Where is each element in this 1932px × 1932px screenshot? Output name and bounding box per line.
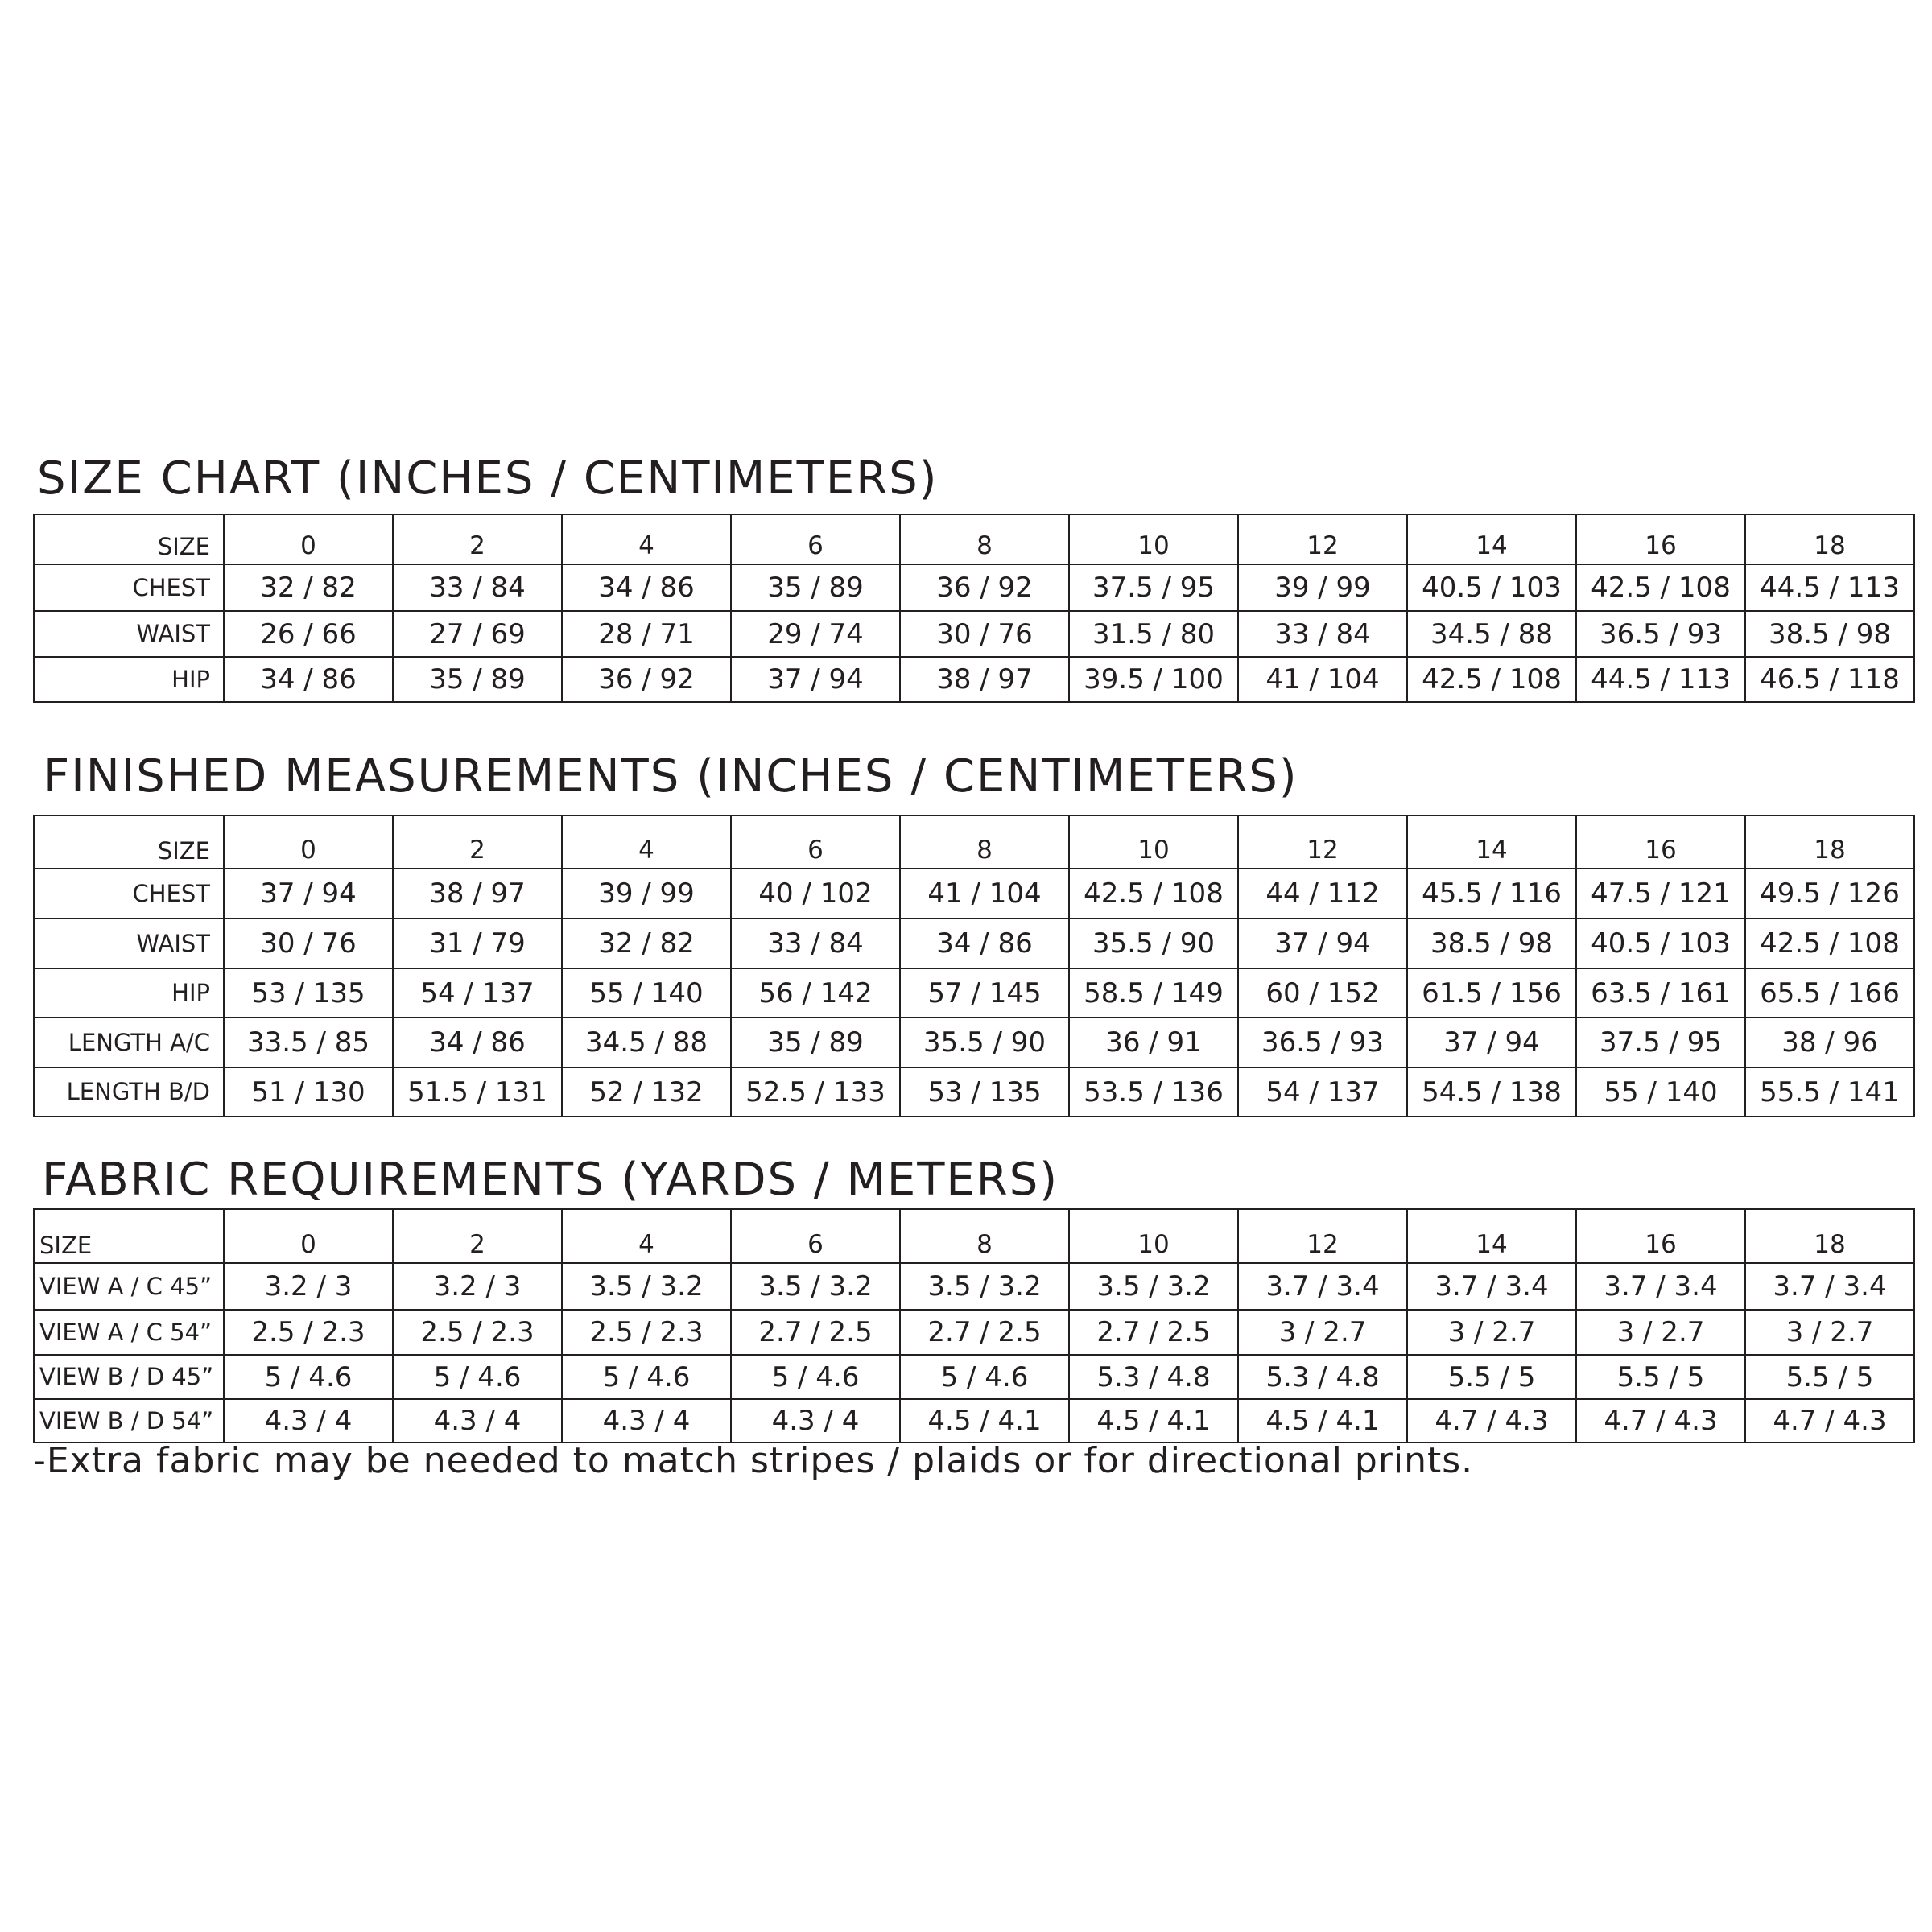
table-cell: 54 / 137 — [393, 968, 562, 1018]
table-cell: 47.5 / 121 — [1576, 869, 1745, 919]
table-cell: 57 / 145 — [900, 968, 1069, 1018]
size-chart-title: SIZE CHART (INCHES / CENTIMETERS) — [37, 452, 939, 505]
size-header-cell: 14 — [1407, 514, 1576, 564]
table-cell: 42.5 / 108 — [1069, 869, 1238, 919]
table-cell: 3.5 / 3.2 — [900, 1263, 1069, 1310]
table-cell: 5.5 / 5 — [1407, 1355, 1576, 1399]
size-header-cell: 4 — [562, 1209, 731, 1263]
size-header-cell: 4 — [562, 514, 731, 564]
table-cell: 52 / 132 — [562, 1067, 731, 1117]
table-cell: 56 / 142 — [731, 968, 900, 1018]
size-header-cell: 8 — [900, 815, 1069, 869]
table-cell: 2.7 / 2.5 — [900, 1310, 1069, 1355]
table-cell: 37.5 / 95 — [1069, 564, 1238, 611]
table-cell: 38 / 96 — [1745, 1018, 1914, 1067]
table-cell: 44 / 112 — [1238, 869, 1407, 919]
table-cell: 28 / 71 — [562, 611, 731, 657]
table-row — [34, 869, 1914, 919]
header-row — [34, 815, 1914, 869]
row-label-view-a-c-54: VIEW A / C 54” — [34, 1310, 224, 1355]
table-cell: 45.5 / 116 — [1407, 869, 1576, 919]
table-cell: 5 / 4.6 — [900, 1355, 1069, 1399]
table-cell: 63.5 / 161 — [1576, 968, 1745, 1018]
table-row — [34, 564, 1914, 611]
table-cell: 51 / 130 — [224, 1067, 393, 1117]
table-cell: 54 / 137 — [1238, 1067, 1407, 1117]
table-cell: 2.5 / 2.3 — [562, 1310, 731, 1355]
table-cell: 35.5 / 90 — [1069, 919, 1238, 968]
table-cell: 4.7 / 4.3 — [1576, 1399, 1745, 1443]
row-label-chest: CHEST — [34, 869, 224, 919]
table-cell: 4.5 / 4.1 — [1238, 1399, 1407, 1443]
size-header-cell: 14 — [1407, 815, 1576, 869]
table-row — [34, 1067, 1914, 1117]
table-cell: 31.5 / 80 — [1069, 611, 1238, 657]
fabric-requirements-table — [33, 1208, 1915, 1443]
table-cell: 61.5 / 156 — [1407, 968, 1576, 1018]
table-cell: 3 / 2.7 — [1238, 1310, 1407, 1355]
table-cell: 2.5 / 2.3 — [224, 1310, 393, 1355]
table-cell: 3.5 / 3.2 — [562, 1263, 731, 1310]
table-cell: 3.5 / 3.2 — [731, 1263, 900, 1310]
table-cell: 4.3 / 4 — [731, 1399, 900, 1443]
table-cell: 2.5 / 2.3 — [393, 1310, 562, 1355]
table-cell: 2.7 / 2.5 — [731, 1310, 900, 1355]
table-cell: 36 / 92 — [900, 564, 1069, 611]
table-cell: 37 / 94 — [224, 869, 393, 919]
table-cell: 30 / 76 — [224, 919, 393, 968]
table-row — [34, 919, 1914, 968]
size-header-cell: 12 — [1238, 815, 1407, 869]
table-cell: 33 / 84 — [1238, 611, 1407, 657]
size-header-cell: 8 — [900, 514, 1069, 564]
table-cell: 36 / 92 — [562, 657, 731, 702]
table-row — [34, 657, 1914, 702]
table-cell: 3.5 / 3.2 — [1069, 1263, 1238, 1310]
row-label-chest: CHEST — [34, 564, 224, 611]
size-header-cell: 10 — [1069, 1209, 1238, 1263]
table-cell: 55 / 140 — [1576, 1067, 1745, 1117]
table-cell: 37 / 94 — [1407, 1018, 1576, 1067]
table-cell: 4.7 / 4.3 — [1745, 1399, 1914, 1443]
table-cell: 3.2 / 3 — [224, 1263, 393, 1310]
table-cell: 35.5 / 90 — [900, 1018, 1069, 1067]
size-header-label: SIZE — [34, 815, 224, 869]
header-row — [34, 514, 1914, 564]
size-header-cell: 10 — [1069, 815, 1238, 869]
table-cell: 41 / 104 — [900, 869, 1069, 919]
size-header-cell: 2 — [393, 815, 562, 869]
table-cell: 39 / 99 — [1238, 564, 1407, 611]
table-cell: 33 / 84 — [731, 919, 900, 968]
table-cell: 5.5 / 5 — [1576, 1355, 1745, 1399]
size-header-cell: 16 — [1576, 815, 1745, 869]
size-header-cell: 2 — [393, 514, 562, 564]
table-cell: 58.5 / 149 — [1069, 968, 1238, 1018]
finished-measurements-title: FINISHED MEASUREMENTS (INCHES / CENTIMETERS) — [43, 750, 1298, 803]
table-cell: 38 / 97 — [900, 657, 1069, 702]
table-cell: 3.7 / 3.4 — [1238, 1263, 1407, 1310]
table-cell: 34 / 86 — [224, 657, 393, 702]
table-cell: 30 / 76 — [900, 611, 1069, 657]
table-cell: 54.5 / 138 — [1407, 1067, 1576, 1117]
table-cell: 65.5 / 166 — [1745, 968, 1914, 1018]
table-cell: 4.3 / 4 — [224, 1399, 393, 1443]
table-row — [34, 1263, 1914, 1310]
table-cell: 34.5 / 88 — [562, 1018, 731, 1067]
table-cell: 35 / 89 — [731, 564, 900, 611]
table-cell: 34 / 86 — [562, 564, 731, 611]
table-cell: 38.5 / 98 — [1407, 919, 1576, 968]
table-cell: 5 / 4.6 — [731, 1355, 900, 1399]
size-header-cell: 18 — [1745, 815, 1914, 869]
table-cell: 35 / 89 — [393, 657, 562, 702]
table-cell: 36.5 / 93 — [1238, 1018, 1407, 1067]
row-label-view-b-d-45: VIEW B / D 45” — [34, 1355, 224, 1399]
row-label-waist: WAIST — [34, 611, 224, 657]
table-row — [34, 968, 1914, 1018]
table-cell: 36 / 91 — [1069, 1018, 1238, 1067]
row-label-waist: WAIST — [34, 919, 224, 968]
table-cell: 55.5 / 141 — [1745, 1067, 1914, 1117]
table-cell: 60 / 152 — [1238, 968, 1407, 1018]
size-header-cell: 16 — [1576, 1209, 1745, 1263]
table-cell: 51.5 / 131 — [393, 1067, 562, 1117]
fabric-requirements-title: FABRIC REQUIREMENTS (YARDS / METERS) — [42, 1154, 1059, 1206]
table-cell: 53.5 / 136 — [1069, 1067, 1238, 1117]
table-cell: 29 / 74 — [731, 611, 900, 657]
size-header-cell: 8 — [900, 1209, 1069, 1263]
table-cell: 4.3 / 4 — [393, 1399, 562, 1443]
table-cell: 37.5 / 95 — [1576, 1018, 1745, 1067]
table-cell: 31 / 79 — [393, 919, 562, 968]
row-label-length-a-c: LENGTH A/C — [34, 1018, 224, 1067]
size-header-cell: 10 — [1069, 514, 1238, 564]
row-label-view-b-d-54: VIEW B / D 54” — [34, 1399, 224, 1443]
size-header-cell: 2 — [393, 1209, 562, 1263]
size-header-cell: 0 — [224, 514, 393, 564]
table-cell: 37 / 94 — [731, 657, 900, 702]
size-header-cell: 6 — [731, 514, 900, 564]
row-label-view-a-c-45: VIEW A / C 45” — [34, 1263, 224, 1310]
table-cell: 44.5 / 113 — [1576, 657, 1745, 702]
table-cell: 27 / 69 — [393, 611, 562, 657]
table-cell: 5.3 / 4.8 — [1069, 1355, 1238, 1399]
row-label-hip: HIP — [34, 968, 224, 1018]
table-cell: 38 / 97 — [393, 869, 562, 919]
table-cell: 39.5 / 100 — [1069, 657, 1238, 702]
table-cell: 40 / 102 — [731, 869, 900, 919]
table-cell: 4.3 / 4 — [562, 1399, 731, 1443]
fabric-footnote: -Extra fabric may be needed to match stripes / plaids or for directional prints. — [33, 1440, 1474, 1481]
table-cell: 2.7 / 2.5 — [1069, 1310, 1238, 1355]
table-cell: 3 / 2.7 — [1407, 1310, 1576, 1355]
table-row — [34, 1310, 1914, 1355]
table-cell: 39 / 99 — [562, 869, 731, 919]
table-cell: 4.5 / 4.1 — [900, 1399, 1069, 1443]
row-label-hip: HIP — [34, 657, 224, 702]
table-row — [34, 1399, 1914, 1443]
table-cell: 5.3 / 4.8 — [1238, 1355, 1407, 1399]
size-header-cell: 6 — [731, 1209, 900, 1263]
table-cell: 4.5 / 4.1 — [1069, 1399, 1238, 1443]
table-cell: 37 / 94 — [1238, 919, 1407, 968]
table-cell: 5 / 4.6 — [562, 1355, 731, 1399]
size-header-cell: 12 — [1238, 514, 1407, 564]
table-cell: 5.5 / 5 — [1745, 1355, 1914, 1399]
table-cell: 42.5 / 108 — [1407, 657, 1576, 702]
table-cell: 55 / 140 — [562, 968, 731, 1018]
table-row — [34, 611, 1914, 657]
table-cell: 53 / 135 — [900, 1067, 1069, 1117]
table-cell: 32 / 82 — [562, 919, 731, 968]
table-cell: 3.7 / 3.4 — [1576, 1263, 1745, 1310]
table-cell: 42.5 / 108 — [1576, 564, 1745, 611]
table-cell: 35 / 89 — [731, 1018, 900, 1067]
table-cell: 46.5 / 118 — [1745, 657, 1914, 702]
table-cell: 3.7 / 3.4 — [1407, 1263, 1576, 1310]
table-cell: 49.5 / 126 — [1745, 869, 1914, 919]
row-label-length-b-d: LENGTH B/D — [34, 1067, 224, 1117]
table-cell: 5 / 4.6 — [393, 1355, 562, 1399]
size-header-cell: 18 — [1745, 1209, 1914, 1263]
size-header-cell: 14 — [1407, 1209, 1576, 1263]
table-cell: 33 / 84 — [393, 564, 562, 611]
size-header-cell: 16 — [1576, 514, 1745, 564]
table-cell: 4.7 / 4.3 — [1407, 1399, 1576, 1443]
table-cell: 26 / 66 — [224, 611, 393, 657]
table-cell: 3.7 / 3.4 — [1745, 1263, 1914, 1310]
table-cell: 41 / 104 — [1238, 657, 1407, 702]
table-cell: 53 / 135 — [224, 968, 393, 1018]
table-row — [34, 1355, 1914, 1399]
size-header-cell: 6 — [731, 815, 900, 869]
table-cell: 40.5 / 103 — [1407, 564, 1576, 611]
table-cell: 3.2 / 3 — [393, 1263, 562, 1310]
table-cell: 34.5 / 88 — [1407, 611, 1576, 657]
table-row — [34, 1018, 1914, 1067]
table-cell: 34 / 86 — [393, 1018, 562, 1067]
table-cell: 5 / 4.6 — [224, 1355, 393, 1399]
header-row — [34, 1209, 1914, 1263]
table-cell: 52.5 / 133 — [731, 1067, 900, 1117]
table-cell: 3 / 2.7 — [1576, 1310, 1745, 1355]
size-header-label: SIZE — [34, 514, 224, 564]
finished-measurements-table — [33, 815, 1915, 1117]
table-cell: 36.5 / 93 — [1576, 611, 1745, 657]
table-cell: 33.5 / 85 — [224, 1018, 393, 1067]
table-cell: 44.5 / 113 — [1745, 564, 1914, 611]
table-cell: 32 / 82 — [224, 564, 393, 611]
table-cell: 3 / 2.7 — [1745, 1310, 1914, 1355]
table-cell: 42.5 / 108 — [1745, 919, 1914, 968]
table-cell: 34 / 86 — [900, 919, 1069, 968]
table-cell: 40.5 / 103 — [1576, 919, 1745, 968]
size-header-cell: 0 — [224, 1209, 393, 1263]
size-header-cell: 12 — [1238, 1209, 1407, 1263]
table-cell: 38.5 / 98 — [1745, 611, 1914, 657]
size-header-cell: 0 — [224, 815, 393, 869]
size-header-cell: 18 — [1745, 514, 1914, 564]
size-chart-table — [33, 514, 1915, 703]
size-header-cell: 4 — [562, 815, 731, 869]
size-header-label: SIZE — [34, 1209, 224, 1263]
